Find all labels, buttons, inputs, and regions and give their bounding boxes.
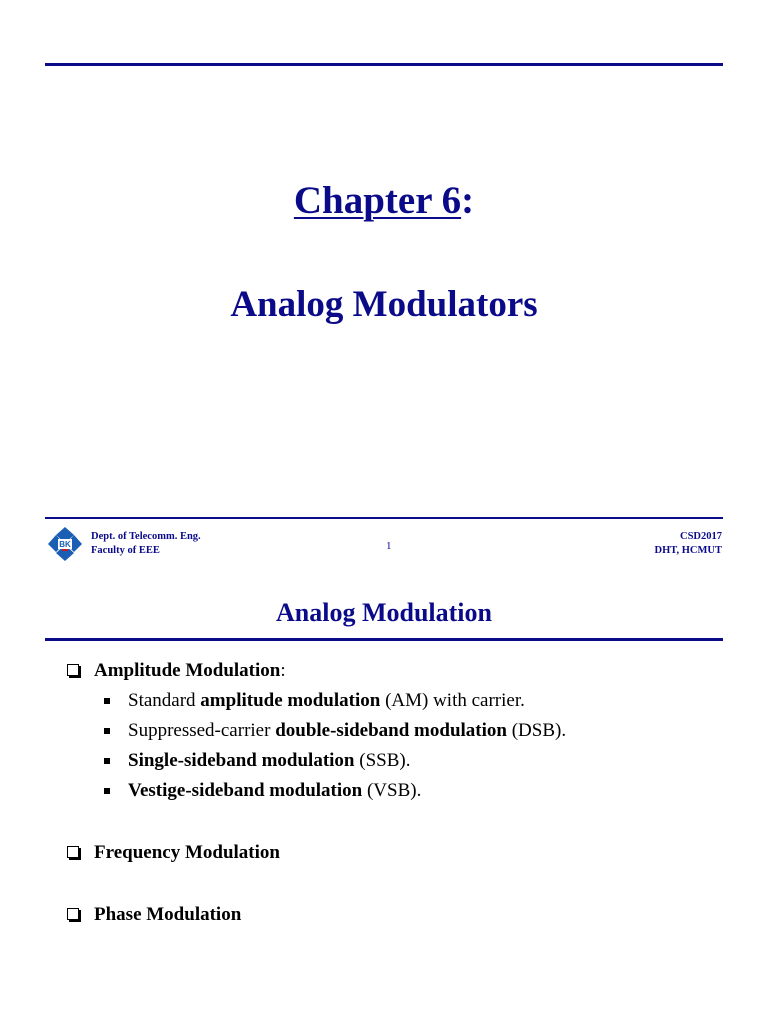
checkbox-bullet-icon xyxy=(67,664,79,676)
sub-item-dsb: Suppressed-carrier double-sideband modulation (DSB). xyxy=(66,716,566,746)
checkbox-bullet-icon xyxy=(67,846,79,858)
footer-course-block xyxy=(655,530,722,558)
list-item-am: Amplitude Modulation: xyxy=(66,656,566,686)
footer-course: CSD2017 xyxy=(679,531,722,542)
svg-text:BK: BK xyxy=(59,540,71,549)
footer-dept: Dept. of Telecomm. Eng. xyxy=(91,531,201,542)
sub-item-vsb: Vestige-sideband modulation (VSB). xyxy=(66,776,566,806)
square-bullet-icon xyxy=(104,698,110,704)
sub-item-ssb: Single-sideband modulation (SSB). xyxy=(66,746,566,776)
sub-item-am: Standard amplitude modulation (AM) with carrier. xyxy=(66,686,566,716)
checkbox-bullet-icon xyxy=(67,908,79,920)
chapter-subtitle: Analog Modulators xyxy=(230,284,538,325)
footer-rule xyxy=(45,517,723,519)
chapter-number: Chapter 6 xyxy=(293,179,462,222)
chapter-colon: : xyxy=(461,179,475,222)
top-rule xyxy=(45,63,723,66)
list-item-pm: Phase Modulation xyxy=(66,900,566,930)
chapter-title xyxy=(0,178,768,223)
list-item-fm: Frequency Modulation xyxy=(66,838,566,868)
bk-logo-icon xyxy=(46,525,84,563)
footer-dept-block xyxy=(91,530,201,558)
slide2-title: Analog Modulation xyxy=(276,598,492,627)
slide2-title-rule xyxy=(45,638,723,641)
am-label: Amplitude Modulation xyxy=(94,660,281,681)
page-number: 1 xyxy=(386,540,392,552)
square-bullet-icon xyxy=(104,758,110,764)
square-bullet-icon xyxy=(104,788,110,794)
square-bullet-icon xyxy=(104,728,110,734)
footer-faculty: Faculty of EEE xyxy=(91,545,160,556)
modulation-list xyxy=(66,656,566,930)
footer-author: DHT, HCMUT xyxy=(654,545,722,556)
